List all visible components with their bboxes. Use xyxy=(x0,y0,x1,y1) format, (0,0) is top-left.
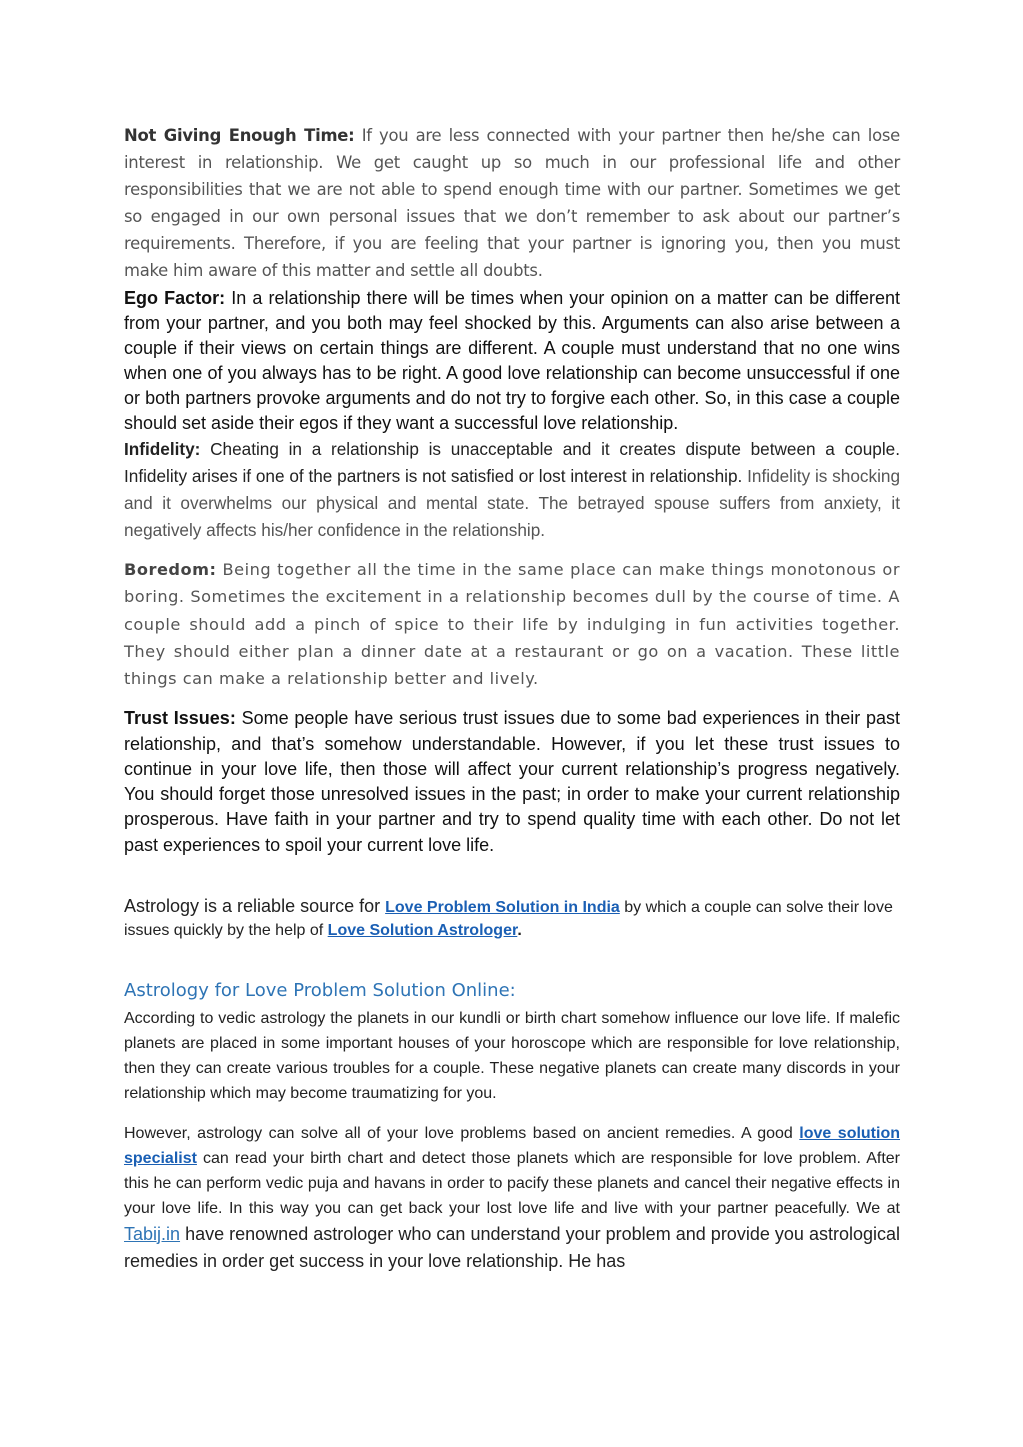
heading-infidelity: Infidelity: xyxy=(124,439,201,459)
link-love-solution-specialist[interactable]: love solution specialist xyxy=(124,1124,901,1167)
text-boredom: Being together all the time in the same place can make things monotonous or boring. Sometimes the excitement in a relationship becomes dull by the course of time. A couple should add a pinch of spice to their life by indulging in fun activities together. They should either plan a dinner date at a restaurant or go on a vacation. These little things can make a relationship better and lively. xyxy=(124,560,900,689)
paragraph-not-giving-time xyxy=(124,122,900,284)
text-infidelity-2: Infidelity is shocking and it overwhelms our physical and mental state. The betrayed spouse suffers from anxiety, it negatively affects his/her confidence in the relationship. xyxy=(124,466,900,540)
text-remedies-3: have renowned astrologer who can understand your problem and provide you astrological remedies in order get success in your love relationship. He has xyxy=(124,1223,900,1271)
paragraph-remedies xyxy=(124,1121,900,1275)
section-heading: Astrology for Love Problem Solution Online: xyxy=(124,979,516,1001)
paragraph-trust-issues xyxy=(124,706,900,857)
text-not-giving-time: If you are less connected with your partner then he/she can lose interest in relationship. We get caught up so much in our professional life and other responsibilities that we are not able to spend enough time with our partner. Sometimes we get so engaged in our own personal issues that we don’t remember to ask about our partner’s requirements. Therefore, if you are feeling that your partner is ignoring you, then you must make him aware of this matter and settle all doubts. xyxy=(124,126,900,280)
paragraph-boredom xyxy=(124,556,900,692)
paragraph-infidelity xyxy=(124,436,900,544)
text-astrology-source-3: . xyxy=(517,921,522,939)
link-love-problem-solution-india[interactable]: Love Problem Solution in India xyxy=(385,898,620,916)
text-remedies-1: However, astrology can solve all of your love problems based on ancient remedies. A good xyxy=(124,1124,800,1142)
paragraph-ego-factor xyxy=(124,286,900,436)
link-love-solution-astrologer[interactable]: Love Solution Astrologer xyxy=(327,921,518,939)
paragraph-astrology-source xyxy=(124,895,900,942)
heading-ego-factor: Ego Factor: xyxy=(124,288,226,308)
text-astrology-source-2: by which a couple can solve their love issues quickly by the help of xyxy=(124,898,893,939)
heading-trust-issues: Trust Issues: xyxy=(124,708,236,729)
text-astrology-source-1: Astrology is a reliable source for xyxy=(124,895,386,916)
text-remedies-2: can read your birth chart and detect those planets which are responsible for love problem. After this he can perform vedic puja and havans in order to pacify these planets and cancel their negative effects in your love life. In this way you can get back your lost love life and live with your partner peacefully. We at xyxy=(124,1149,900,1217)
text-infidelity-1: Cheating in a relationship is unacceptable and it creates dispute between a couple. Infidelity arises if one of the partners is not satisfied or lost interest in relationship. xyxy=(124,439,900,486)
text-ego-factor: In a relationship there will be times when your opinion on a matter can be different from your partner, and you both may feel shocked by this. Arguments can also arise between a couple if their views on certain things are different. A couple must understand that no one wins when one of you always has to be right. A good love relationship can become unsuccessful if one or both partners provoke arguments and do not try to forgive each other. So, in this case a couple should set aside their egos if they want a successful love relationship. xyxy=(124,288,900,433)
heading-boredom: Boredom: xyxy=(124,560,217,579)
text-trust-issues: Some people have serious trust issues due to some bad experiences in their past relationship, and that’s somehow understandable. However, if you let these trust issues to continue in your love life, then those will affect your current relationship’s progress negatively. You should forget those unresolved issues in the past; in order to make your current relationship prosperous. Have faith in your partner and try to spend quality time with each other. Do not let past experiences to spoil your current love life. xyxy=(124,708,901,855)
heading-not-giving-time: Not Giving Enough Time: xyxy=(124,126,355,145)
paragraph-vedic-astrology: According to vedic astrology the planets in our kundli or birth chart somehow influence our love life. If malefic planets are placed in some important houses of your horoscope which are responsible for love relationship, then they can create various troubles for a couple. These negative planets can create many discords in your relationship which may become traumatizing for you. xyxy=(124,1009,900,1102)
link-tabij[interactable]: Tabij.in xyxy=(124,1223,181,1244)
document-page xyxy=(124,122,900,1275)
